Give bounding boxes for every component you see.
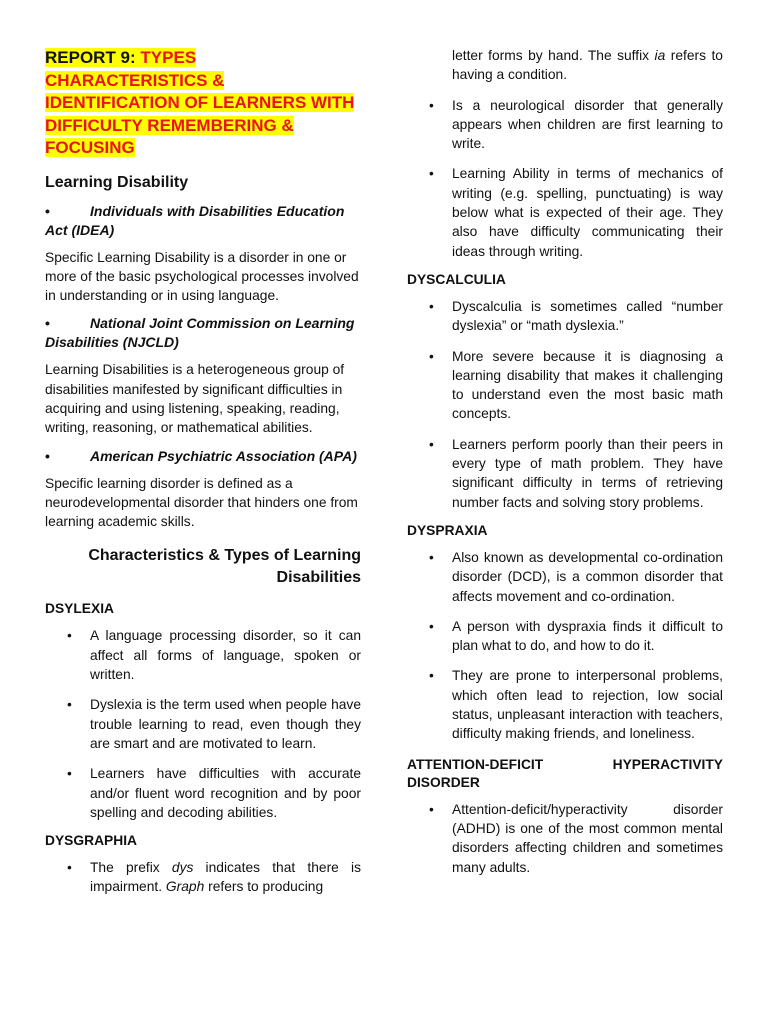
bullet-icon: •	[67, 628, 72, 644]
left-column	[45, 0, 361, 908]
adhd-label: ATTENTION-DEFICIT HYPERACTIVITY	[407, 756, 723, 772]
bullet-icon: •	[67, 860, 72, 876]
list-item: • Dyscalculia is sometimes called “number dyslexia” or “math dyslexia.”	[429, 298, 723, 334]
dyspraxia-list	[407, 548, 723, 744]
definition-org: • National Joint Commission on Learning Disabilities (NJCLD)	[45, 315, 355, 351]
definition-text: Learning Disabilities is a heterogeneous group of disabilities manifested by significant difficulties in acquiring and using listening, speaking, reading, writing, reasoning, or mathematical abilities.	[45, 362, 345, 436]
dyslexia-list	[45, 626, 361, 822]
dyscalculia-label: DYSCALCULIA	[407, 271, 506, 287]
list-item: • Dyslexia is the term used when people have trouble learning to read, even though they are smart and are motivated to learn.	[67, 697, 361, 751]
bullet-icon: •	[67, 766, 72, 782]
definition-text: Specific learning disorder is defined as a neurodevelopmental disorder that hinders one from learning academic skills.	[45, 475, 358, 530]
dyscalculia-list	[407, 297, 723, 512]
dysgraphia-list-continued	[407, 46, 723, 261]
adhd-label-line2: DISORDER	[407, 774, 480, 790]
bullet-icon: •	[429, 668, 434, 684]
list-item: • A language processing disorder, so it can affect all forms of language, spoken or written.	[67, 628, 361, 683]
list-item: • Learners have difficulties with accurate and/or fluent word recognition and by poor spelling and decoding abilities.	[67, 766, 361, 820]
dyspraxia-label: DYSPRAXIA	[407, 522, 488, 538]
bullet-icon: •	[429, 801, 434, 817]
dysgraphia-label: DYSGRAPHIA	[45, 833, 137, 849]
list-item: • Attention-deficit/hyperactivity disorder (ADHD) is one of the most common mental disorders affecting children and sometimes many adults.	[429, 801, 723, 875]
report-title-text: TYPES CHARACTERISTICS & IDENTIFICATION OF LEARNERS WITH DIFFICULTY REMEMBERING & FOCUSING	[45, 48, 355, 157]
report-title	[45, 47, 361, 160]
right-column	[407, 0, 723, 888]
list-item-continued: letter forms by hand. The suffix ia refers to having a condition.	[452, 48, 723, 83]
list-item: • More severe because it is diagnosing a learning disability that makes it challenging to understand even the most basic math concepts.	[429, 348, 723, 422]
dyslexia-label: DSYLEXIA	[45, 601, 114, 617]
learning-disability-heading: Learning Disability	[45, 173, 189, 191]
bullet-icon: •	[45, 447, 50, 464]
bullet-icon: •	[429, 348, 434, 364]
dysgraphia-list	[45, 858, 361, 897]
bullet-icon: •	[429, 549, 434, 565]
list-item: • They are prone to interpersonal problems, which often lead to rejection, low social status, unpleasant interaction with teachers, difficulty making friends, and loneliness.	[429, 668, 723, 742]
list-item: • Learning Ability in terms of mechanics of writing (e.g. spelling, punctuating) is way below what is expected of their age. They also have difficulty communicating their ideas through writing.	[429, 166, 723, 259]
list-item: • The prefix dys indicates that there is impairment. Graph refers to producing	[67, 860, 361, 895]
list-item: • Learners perform poorly than their peers in every type of math problem. They have significant difficulty in terms of retrieving number facts and solving story problems.	[429, 436, 723, 510]
bullet-icon: •	[429, 166, 434, 182]
bullet-icon: •	[45, 202, 50, 219]
bullet-icon: •	[45, 315, 50, 332]
bullet-icon: •	[429, 97, 434, 113]
list-item: • A person with dyspraxia finds it difficult to plan what to do, and how to do it.	[429, 618, 723, 654]
adhd-list	[407, 800, 723, 877]
list-item: • Is a neurological disorder that generally appears when children are first learning to write.	[429, 97, 723, 152]
list-item: • Also known as developmental co-ordination disorder (DCD), is a common disorder that affects movement and co-ordination.	[429, 549, 723, 604]
definition-text: Specific Learning Disability is a disorder in one or more of the basic psychological processes involved in understanding or in using language.	[45, 249, 359, 304]
bullet-icon: •	[67, 697, 72, 713]
report-number: REPORT 9:	[45, 48, 136, 67]
bullet-icon: •	[429, 298, 434, 314]
definition-org: • Individuals with Disabilities Education Act (IDEA)	[45, 202, 345, 238]
bullet-icon: •	[429, 618, 434, 634]
definition-org: • American Psychiatric Association (APA)	[45, 447, 357, 464]
types-heading: Characteristics & Types of Learning Disabilities	[88, 547, 361, 587]
bullet-icon: •	[429, 436, 434, 452]
